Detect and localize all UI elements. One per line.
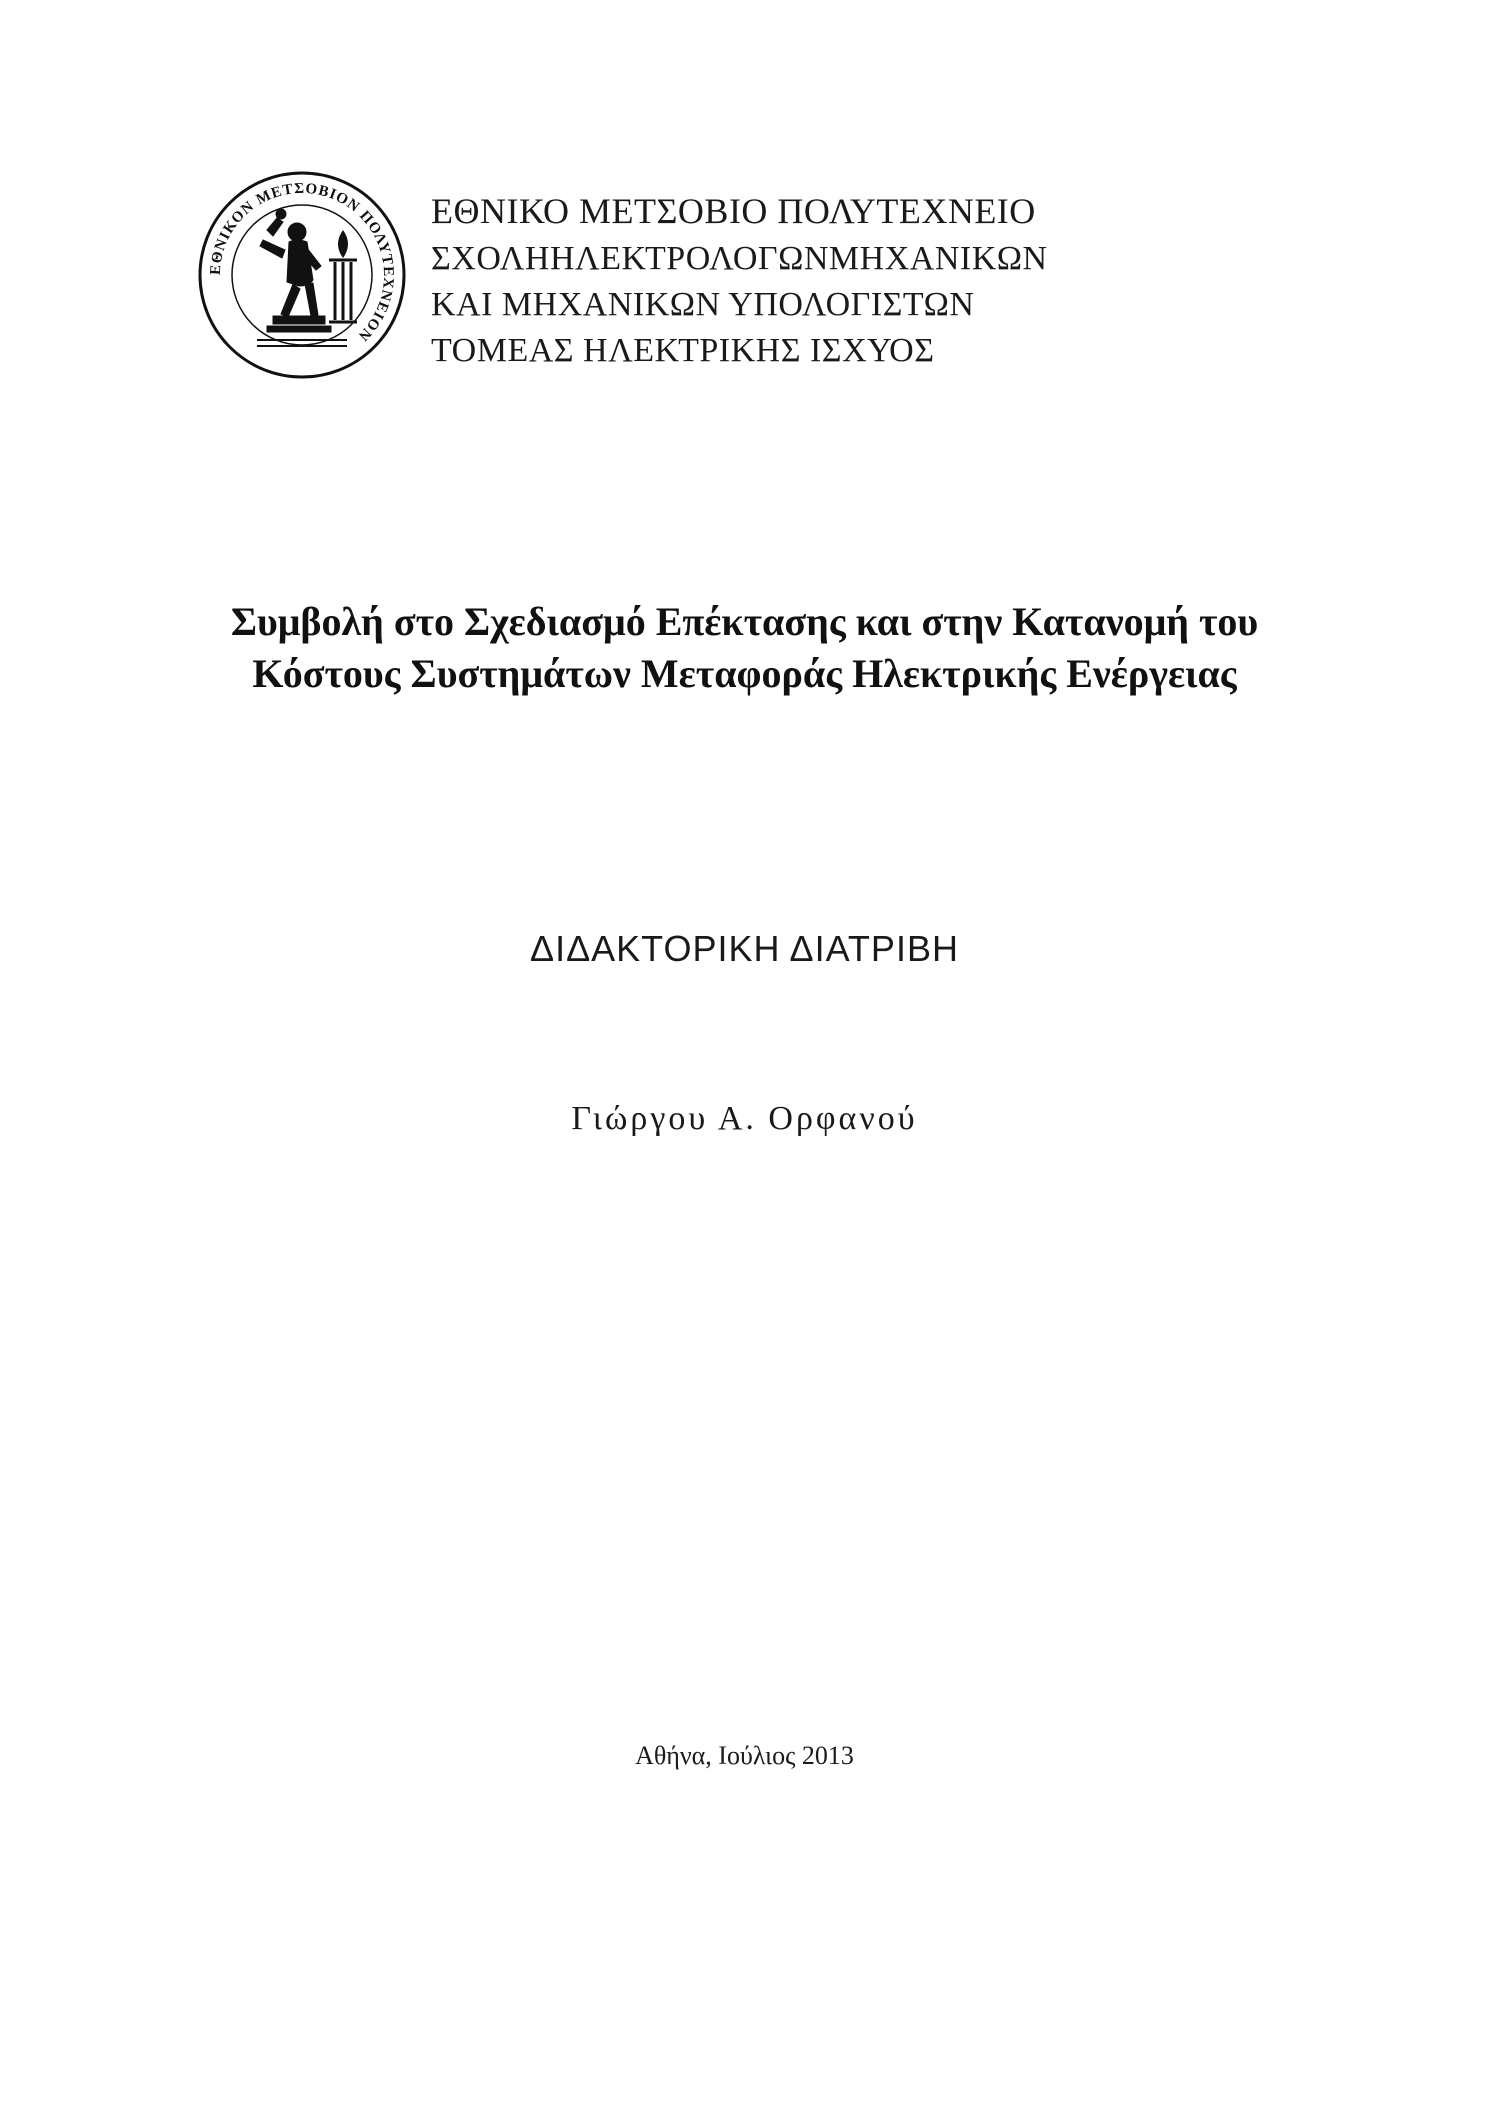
thesis-title xyxy=(0,596,1489,700)
university-seal-logo xyxy=(197,170,407,380)
place-and-date: Αθήνα, Ιούλιος 2013 xyxy=(635,1741,854,1770)
school-word-2: ΗΛΕΚΤΡΟΛΟΓΩΝ xyxy=(549,240,829,277)
school-word-1: ΣΧΟΛΗ xyxy=(431,240,550,277)
school-name-line-1 xyxy=(431,236,1048,282)
division-name: ΤΟΜΕΑΣ ΗΛΕΚΤΡΙΚΗΣ ΙΣΧΥΟΣ xyxy=(431,332,935,369)
institution-block xyxy=(431,186,1131,374)
school-word-3: ΜΗΧΑΝΙΚΩΝ xyxy=(828,240,1048,277)
university-name: ΕΘΝΙΚΟ ΜΕΤΣΟΒΙΟ ΠΟΛΥΤΕΧΝΕΙΟ xyxy=(431,191,1036,231)
thesis-title-line-1: Συμβολή στο Σχεδιασμό Επέκτασης και στην Κατανομή του xyxy=(230,599,1259,644)
document-type: ΔΙΔΑΚΤΟΡΙΚΗ ΔΙΑΤΡΙΒΗ xyxy=(530,928,959,969)
author-name: Γιώργου Α. Ορφανού xyxy=(571,1100,918,1137)
thesis-title-line-2: Κόστους Συστημάτων Μεταφοράς Ηλεκτρικής Ενέργειας xyxy=(252,651,1237,696)
svg-text:ΕΘΝΙΚΟΝ ΜΕΤΣΟΒΙΟΝ ΠΟΛΥΤΕΧΝΕΙΟΝ: ΕΘΝΙΚΟΝ ΜΕΤΣΟΒΙΟΝ ΠΟΛΥΤΕΧΝΕΙΟΝ xyxy=(207,180,397,345)
school-name-line-2: ΚΑΙ ΜΗΧΑΝΙΚΩΝ ΥΠΟΛΟΓΙΣΤΩΝ xyxy=(431,286,975,323)
